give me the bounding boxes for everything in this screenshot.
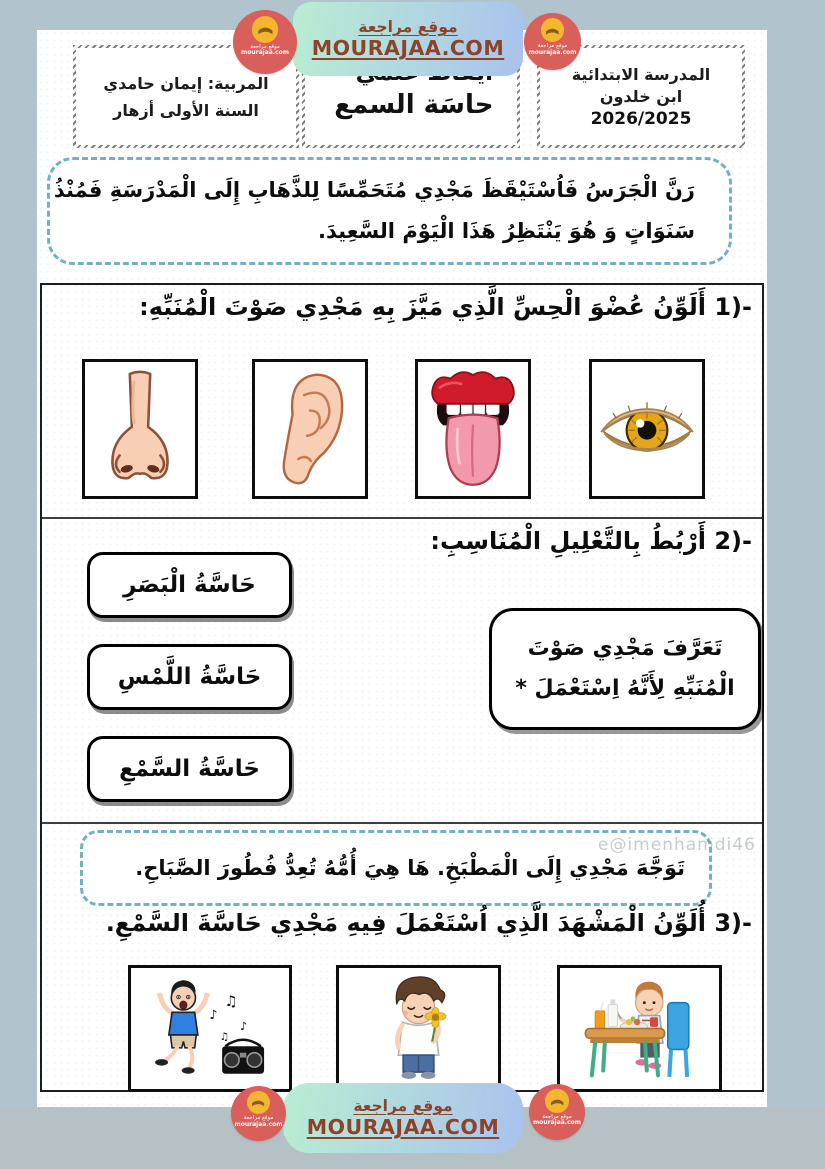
reason-line-1: تَعَرَّفَ مَجْدِي صَوْتَ [527, 636, 723, 662]
mourajaa-logo-icon [524, 13, 581, 70]
logo-label-url: mourajaa.com [528, 48, 577, 56]
intro-line-2: سَنَوَاتٍ وَ هُوَ يَنْتَظِرُ هَذَا الْيَوْمَ السَّعِيدَ. [318, 219, 695, 243]
logo-label-ar: موقع مراجعة [250, 43, 280, 50]
school-name: ابن خلدون [599, 86, 683, 106]
school-year: 2026/2025 [590, 108, 692, 129]
section-divider [42, 517, 762, 519]
svg-text:♫: ♫ [224, 993, 238, 1010]
question-2-title [52, 527, 752, 555]
sense-option-hearing[interactable]: حَاسَّةُ السَّمْعِ [87, 736, 292, 802]
question-2-text: أَرْبُطُ بِالتَّعْلِيلِ الْمُنَاسِبِ: [430, 527, 706, 555]
option-eye[interactable] [589, 359, 705, 499]
question-1-number: 1)- [714, 293, 752, 321]
logo-label-url: mourajaa.com [240, 49, 290, 57]
nose-image [89, 366, 191, 492]
logo-book-icon [545, 1089, 569, 1113]
question-2-number: 2)- [714, 527, 752, 555]
question-3-text: أُلَوِّنُ الْمَشْهَدَ الَّذِي اُسْتَعْمَلَ فِيهِ مَجْدِي حَاسَّةَ السَّمْعِ. [105, 909, 706, 937]
school-type: المدرسة الابتدائية [571, 64, 711, 84]
scene-eating-breakfast[interactable] [557, 965, 722, 1092]
reason-statement-box[interactable] [489, 608, 761, 730]
banner-site-url[interactable]: MOURAJAA.COM [311, 36, 505, 60]
question-3-number: 3)- [714, 909, 752, 937]
scene-dancing-to-music[interactable] [128, 965, 292, 1092]
logo-label-ar: موقع مراجعة [542, 1113, 572, 1120]
scene-smelling-flower[interactable] [336, 965, 501, 1092]
logo-book-icon [252, 16, 279, 43]
lesson-title: حاسَة السمع [334, 90, 494, 120]
mourajaa-logo-icon [233, 10, 297, 74]
svg-text:♪: ♪ [239, 1020, 248, 1034]
mourajaa-logo-icon [231, 1086, 286, 1141]
svg-text:♪: ♪ [209, 1007, 218, 1023]
flower-boy-image [343, 972, 494, 1085]
mourajaa-logo-icon [529, 1084, 585, 1140]
banner-site-name-ar: موقع مراجعة [353, 1097, 453, 1115]
banner-site-name-ar: موقع مراجعة [358, 18, 458, 36]
question-1-text: أَلَوِّنُ عُضْوَ الْحِسِّ الَّذِي مَيَّزَ بِهِ مَجْدِي صَوْتَ الْمُنَبِّهِ: [139, 293, 706, 321]
class-name: السنة الأولى أزهار [113, 100, 259, 120]
dancing-boy-image [135, 972, 285, 1085]
intro-line-1: رَنَّ الْجَرَسُ فَاُسْتَيْقَظَ مَجْدِي مُتَحَمِّسًا لِلذَّهَابِ إِلَى الْمَدْرَسَةِ فَمُنْذُ [53, 178, 695, 203]
logo-label-url: mourajaa.com [532, 1119, 582, 1127]
teacher-name: المربية: إيمان حامدي [103, 73, 269, 93]
logo-book-icon [247, 1091, 270, 1114]
exercise-frame [40, 283, 764, 1092]
reason-line-2: الْمُنَبِّهِ لِأَنَّهُ اِسْتَعْمَلَ * [515, 676, 735, 701]
author-watermark: e@imenhamdi46 [598, 835, 756, 855]
mourajaa-banner-bottom[interactable] [283, 1083, 523, 1153]
option-nose[interactable] [82, 359, 198, 499]
section-divider [42, 822, 762, 824]
logo-book-icon [541, 18, 565, 42]
option-mouth-tongue[interactable] [415, 359, 531, 499]
sense-option-touch[interactable]: حَاسَّةُ اللَّمْسِ [87, 644, 292, 710]
sense-option-sight[interactable]: حَاسَّةُ الْبَصَرِ [87, 552, 292, 618]
question-3-title [52, 909, 752, 937]
banner-site-url[interactable]: MOURAJAA.COM [306, 1115, 500, 1139]
mouth-tongue-image [422, 366, 524, 492]
logo-label-ar: موقع مراجعة [243, 1115, 274, 1122]
logo-label-url: mourajaa.com [234, 1120, 283, 1128]
intro-story-box [47, 157, 732, 265]
breakfast-kid-image [564, 972, 715, 1085]
option-ear[interactable] [252, 359, 368, 499]
svg-text:♫: ♫ [219, 1030, 230, 1043]
logo-label-ar: موقع مراجعة [537, 43, 568, 50]
eye-image [596, 366, 698, 492]
ear-image [259, 366, 361, 492]
scene-text: تَوَجَّهَ مَجْدِي إِلَى الْمَطْبَخِ. هَا هِيَ أُمُّهُ تُعِدُّ فُطُورَ الصَّبَاحِ. [135, 856, 685, 880]
question-1-title [52, 293, 752, 321]
mourajaa-banner-top[interactable] [293, 2, 523, 76]
